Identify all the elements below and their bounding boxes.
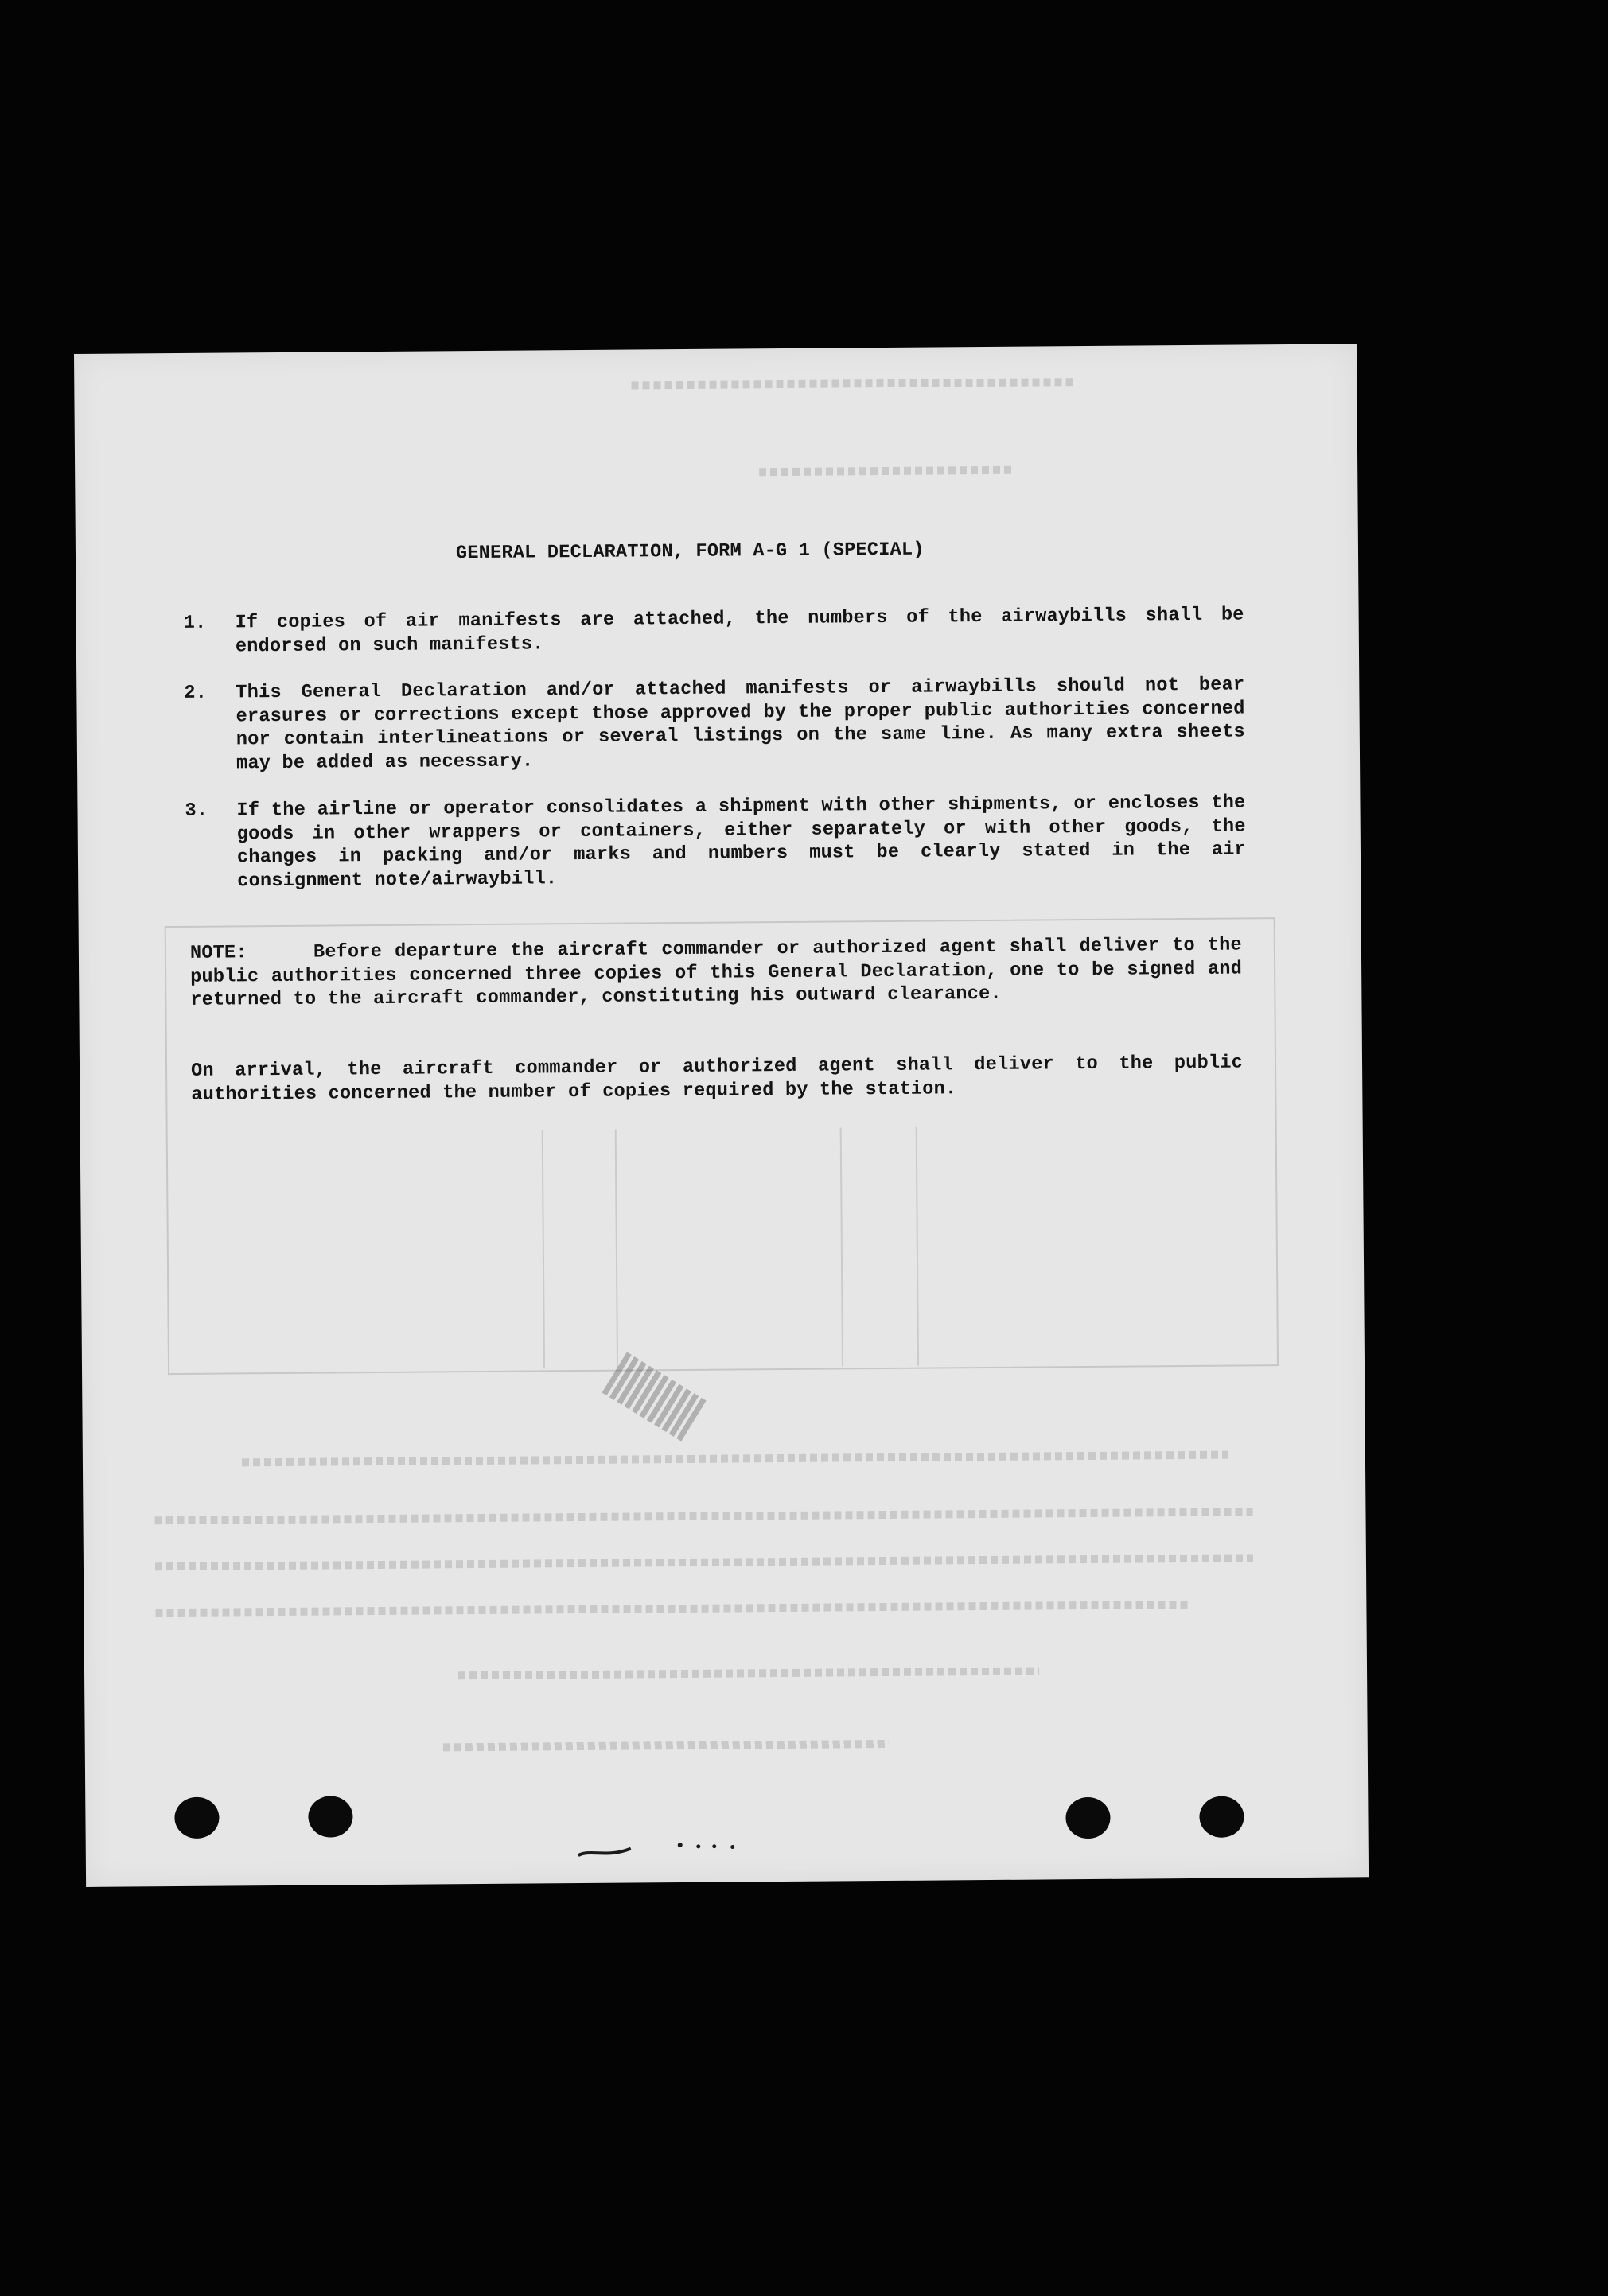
bleed-through-text — [154, 1508, 1252, 1524]
list-item — [185, 791, 1322, 893]
bleed-through-text — [242, 1451, 1228, 1467]
list-item — [183, 603, 1322, 658]
binder-hole — [1065, 1797, 1110, 1839]
document-page — [74, 344, 1369, 1887]
bleed-through-text — [443, 1740, 889, 1751]
bleed-through-rule — [615, 1130, 618, 1368]
list-item — [184, 673, 1322, 775]
binder-hole — [308, 1796, 352, 1837]
bleed-through-text — [155, 1601, 1189, 1617]
arrival-paragraph: On arrival, the aircraft commander or authorized agent shall deliver to the public authorities concerned the number of copies required by the station. — [190, 1052, 1244, 1106]
item-number: 1. — [183, 612, 207, 634]
bleed-through-text — [631, 378, 1077, 389]
bleed-through-rule — [916, 1127, 919, 1366]
bleed-through-text — [759, 466, 1014, 477]
bleed-through-text — [458, 1668, 1039, 1680]
item-text: If the airline or operator consolidates a shipment with other shipments, or encloses the goods in other wrappers or containers, either separately or with other goods, the changes in packing and/or marks and numbers must be clearly stated in the air consignment note/airwaybill. — [236, 792, 1247, 893]
bleed-through-text — [155, 1554, 1253, 1570]
pencil-mark — [575, 1836, 758, 1862]
note-text: Before departure the aircraft commander or authorized agent shall deliver to the public authorities concerned three copies of this General Declaration, one to be signed and returned to the aircraft commander, constituting his outward clearance. — [190, 934, 1243, 1012]
document-text — [74, 344, 1357, 1106]
binder-hole — [1199, 1796, 1244, 1838]
document-title: GENERAL DECLARATION, FORM A-G 1 (SPECIAL) — [455, 539, 925, 565]
faded-stamp — [602, 1352, 708, 1442]
item-text: If copies of air manifests are attached, the numbers of the airwaybills shall be endorsed on such manifests. — [235, 604, 1244, 658]
item-text: This General Declaration and/or attached manifests or airwaybills should not bear erasures or corrections except those approved by the proper public authorities concerned nor contain interlineations or several listings on the same line. As many extra sheets may be added as necessary. — [236, 674, 1245, 775]
note-paragraph — [190, 933, 1243, 1012]
bleed-through-rule — [840, 1127, 843, 1366]
item-number: 2. — [184, 682, 208, 704]
bleed-through-rule — [542, 1130, 545, 1368]
binder-hole — [174, 1797, 219, 1839]
note-label: NOTE: — [189, 942, 247, 964]
item-number: 3. — [185, 800, 208, 822]
